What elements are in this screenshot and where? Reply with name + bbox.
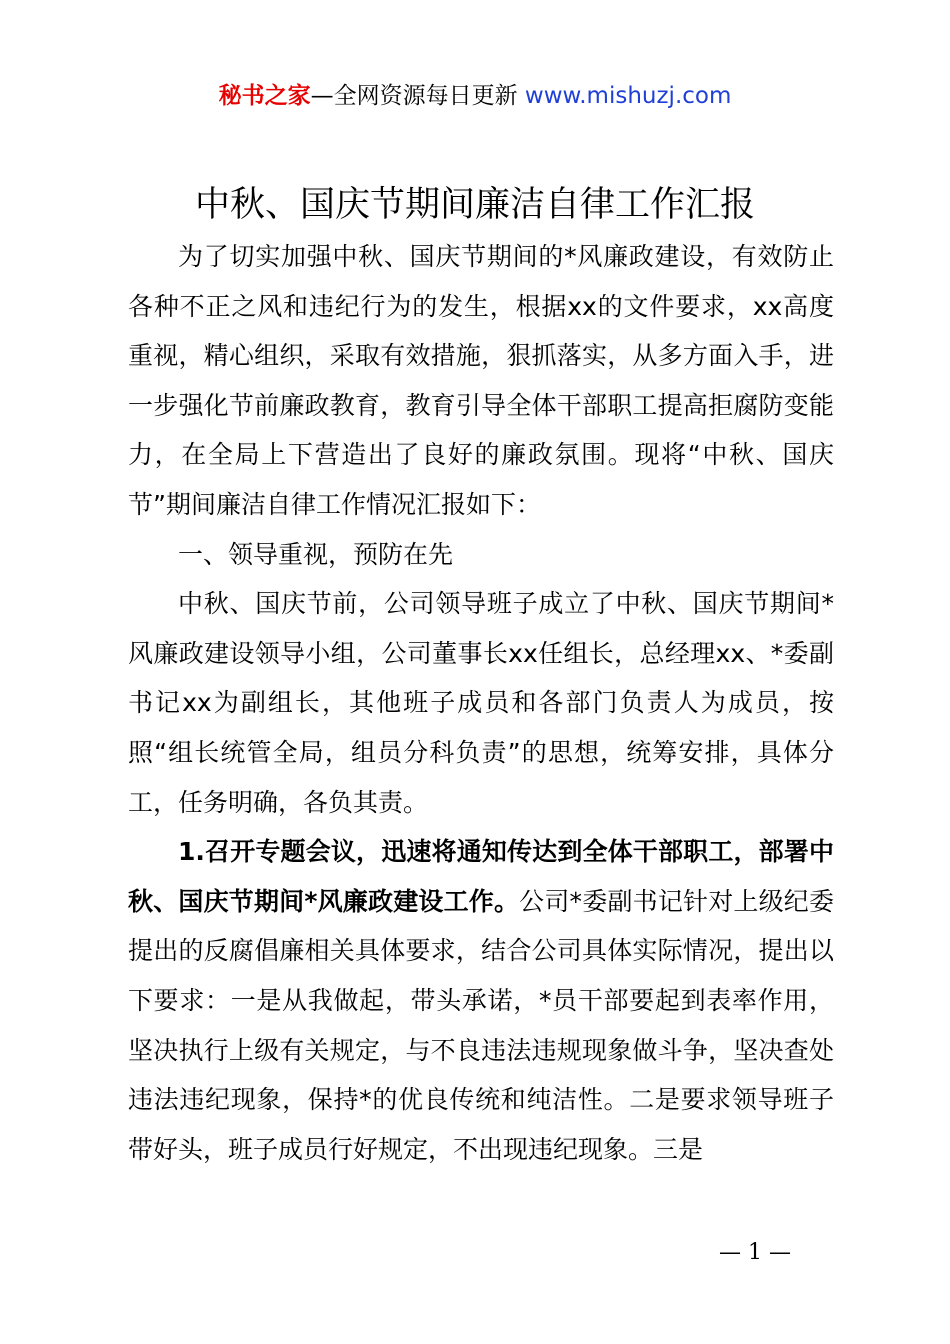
numbered-item-text: 公司*委副书记针对上级纪委提出的反腐倡廉相关具体要求，结合公司具体实际情况，提出以下要求：一是从我做起，带头承诺，*员干部要起到表率作用，坚决执行上级有关规定，与不良违法违规现象做斗争，坚决查处违法违纪现象，保持*的优良传统和纯洁性。二是要求领导班子带好头，班子成员行好规定，不出现违纪现象。三是 bbox=[128, 886, 834, 1164]
site-url-link[interactable]: www.mishuzj.com bbox=[524, 83, 732, 109]
page-number: — 1 — bbox=[719, 1240, 791, 1265]
document-title: 中秋、国庆节期间廉洁自律工作汇报 bbox=[194, 185, 755, 225]
brand-name: 秘书之家 bbox=[218, 83, 311, 109]
banner-tagline: —全网资源每日更新 bbox=[310, 83, 525, 109]
body-paragraph-numbered bbox=[128, 827, 834, 1174]
site-banner bbox=[0, 78, 950, 114]
section-heading: 一、领导重视，预防在先 bbox=[178, 539, 454, 569]
numbered-item-heading: 1.召开专题会议，迅速将通知传达到全体干部职工，部署中秋、国庆节期间*风廉政建设工作。 bbox=[128, 837, 834, 916]
intro-paragraph: 为了切实加强中秋、国庆节期间的*风廉政建设，有效防止各种不正之风和违纪行为的发生，根据xx的文件要求，xx高度重视，精心组织，采取有效措施，狠抓落实，从多方面入手，进一步强化节前廉政教育，教育引导全体干部职工提高拒腐防变能力，在全局上下营造出了良好的廉政氛围。现将“中秋、国庆节”期间廉洁自律工作情况汇报如下： bbox=[128, 242, 834, 519]
body-paragraph: 中秋、国庆节前，公司领导班子成立了中秋、国庆节期间*风廉政建设领导小组，公司董事长xx任组长，总经理xx、*委副书记xx为副组长，其他班子成员和各部门负责人为成员，按照“组长统管全局，组员分科负责”的思想，统筹安排，具体分工，任务明确，各负其责。 bbox=[128, 589, 834, 817]
document-body bbox=[128, 232, 834, 1174]
